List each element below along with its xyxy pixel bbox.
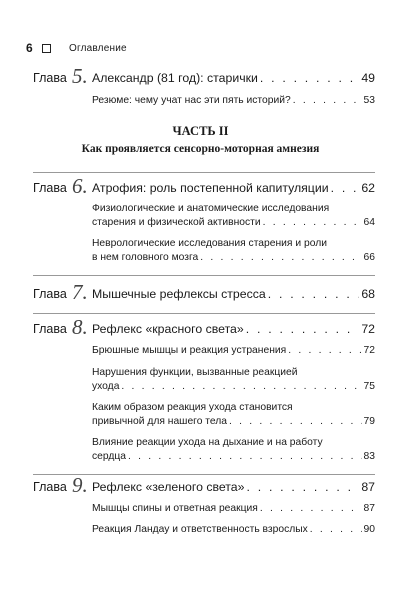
chapter-8-sub-2-line-1: Нарушения функции, вызванные реакцией: [92, 367, 298, 378]
chapter-8-entry: [92, 322, 375, 336]
sub-page: 79: [363, 416, 375, 427]
leader-dots: [121, 379, 361, 395]
sub-page: 87: [363, 503, 375, 514]
chapter-8-sub-1: [92, 343, 375, 359]
chapter-6-sub-1: [92, 215, 375, 231]
sub-title-line-2: сердца: [92, 451, 126, 462]
sub-title: Резюме: чему учат нас эти пять историй?: [92, 95, 291, 106]
leader-dots: [288, 343, 361, 359]
chapter-7-title: Мышечные рефлексы стресса: [92, 287, 266, 301]
chapter-9-entry: [92, 480, 375, 494]
sub-title-line-2: старения и физической активности: [92, 217, 261, 228]
sub-page: 53: [363, 95, 375, 106]
chapter-9-label: Глава: [33, 480, 67, 494]
square-bullet-icon: [42, 44, 51, 53]
leader-dots: [268, 287, 360, 301]
chapter-6-sub-1-line-1: Физиологические и анатомические исследования: [92, 203, 330, 214]
sub-page: 83: [363, 451, 375, 462]
sub-page: 64: [363, 217, 375, 228]
leader-dots: [200, 250, 361, 266]
chapter-8-label: Глава: [33, 322, 67, 336]
divider: [33, 275, 375, 276]
chapter-6-entry: [92, 181, 375, 195]
chapter-6-label: Глава: [33, 181, 67, 195]
part-subtitle: Как проявляется сенсорно-моторная амнезия: [81, 143, 320, 155]
chapter-9-title: Рефлекс «зеленого света»: [92, 480, 245, 494]
sub-page: 75: [363, 381, 375, 392]
chapter-5-number: 5.: [72, 64, 88, 88]
header-title: Оглавление: [69, 42, 127, 54]
chapter-7-page: 68: [361, 287, 375, 301]
chapter-9-number: 9.: [72, 473, 88, 497]
sub-page: 72: [363, 345, 375, 356]
leader-dots: [229, 414, 362, 430]
sub-title-line-2: в нем головного мозга: [92, 252, 199, 263]
chapter-8-sub-4: [92, 449, 375, 465]
chapter-6-title: Атрофия: роль постепенной капитуляции: [92, 181, 329, 195]
leader-dots: [263, 215, 362, 231]
leader-dots: [293, 93, 362, 109]
chapter-7-label: Глава: [33, 287, 67, 301]
page-number: 6: [26, 41, 33, 55]
sub-page: 90: [363, 524, 375, 535]
chapter-5-label: Глава: [33, 71, 67, 85]
leader-dots: [246, 480, 359, 494]
chapter-7-entry: [92, 287, 375, 301]
sub-title-line-2: привычной для нашего тела: [92, 416, 228, 427]
chapter-9-sub-2: [92, 522, 375, 538]
leader-dots: [310, 522, 362, 538]
chapter-8-number: 8.: [72, 315, 88, 339]
chapter-5-page: 49: [361, 71, 375, 85]
leader-dots: [260, 71, 359, 85]
leader-dots: [331, 181, 360, 195]
chapter-5-sub-1: [92, 93, 375, 109]
chapter-8-title: Рефлекс «красного света»: [92, 322, 244, 336]
sub-title: Реакция Ландау и ответственность взрослых: [92, 524, 308, 535]
leader-dots: [128, 449, 362, 465]
chapter-7-number: 7.: [72, 280, 88, 304]
leader-dots: [260, 501, 362, 517]
chapter-8-page: 72: [361, 322, 375, 336]
divider: [33, 172, 375, 173]
chapter-8-sub-4-line-1: Влияние реакции ухода на дыхание и на работу: [92, 437, 323, 448]
chapter-5-entry: [92, 71, 375, 85]
chapter-6-page: 62: [361, 181, 375, 195]
chapter-6-sub-2: [92, 250, 375, 266]
chapter-5-title: Александр (81 год): старички: [92, 71, 258, 85]
leader-dots: [246, 322, 360, 336]
chapter-9-page: 87: [361, 480, 375, 494]
chapter-9-sub-1: [92, 501, 375, 517]
divider: [33, 313, 375, 314]
part-title: ЧАСТЬ II: [172, 124, 229, 138]
sub-title-line-2: ухода: [92, 381, 120, 392]
sub-title: Мышцы спины и ответная реакция: [92, 503, 258, 514]
chapter-8-sub-2: [92, 379, 375, 395]
running-header: [26, 41, 127, 55]
sub-page: 66: [363, 252, 375, 263]
chapter-8-sub-3: [92, 414, 375, 430]
sub-title: Брюшные мышцы и реакция устранения: [92, 345, 287, 356]
chapter-8-sub-3-line-1: Каким образом реакция ухода становится: [92, 402, 293, 413]
chapter-6-sub-2-line-1: Неврологические исследования старения и роли: [92, 238, 327, 249]
chapter-6-number: 6.: [72, 174, 88, 198]
